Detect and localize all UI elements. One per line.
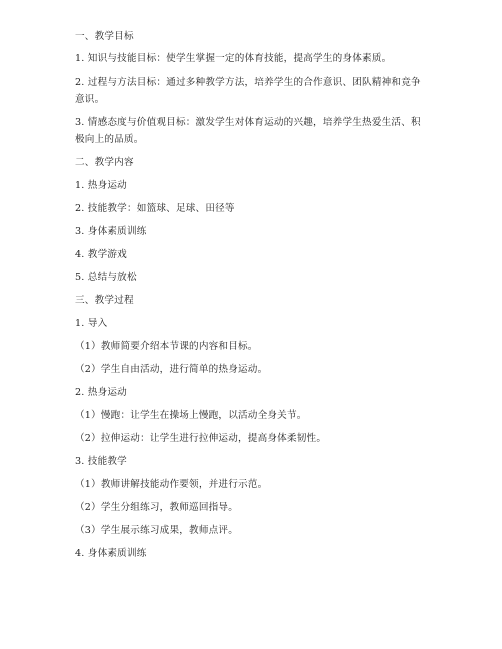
section-heading-objectives: 一、教学目标 (75, 31, 134, 42)
content-item-5: 5. 总结与放松 (75, 272, 137, 283)
process-line-1: 1. 导入 (75, 318, 108, 329)
objective-item-2-line-1: 2. 过程与方法目标：通过多种教学方法，培养学生的合作意识、团队精神和竞争 (75, 77, 421, 88)
process-line-8: （1）教师讲解技能动作要领，并进行示范。 (75, 479, 268, 490)
content-item-3: 3. 身体素质训练 (75, 226, 147, 237)
process-line-6: （2）拉伸运动：让学生进行拉伸运动，提高身体柔韧性。 (75, 433, 327, 444)
objective-item-2-line-2: 意识。 (75, 94, 105, 105)
process-line-2: （1）教师简要介绍本节课的内容和目标。 (75, 341, 258, 352)
content-item-2: 2. 技能教学：如篮球、足球、田径等 (75, 203, 235, 214)
content-item-1: 1. 热身运动 (75, 180, 127, 191)
process-line-10: （3）学生展示练习成果，教师点评。 (75, 525, 239, 536)
process-line-11: 4. 身体素质训练 (75, 548, 147, 559)
process-line-5: （1）慢跑：让学生在操场上慢跑，以活动全身关节。 (75, 410, 307, 421)
process-line-9: （2）学生分组练习，教师巡回指导。 (75, 502, 239, 513)
process-line-4: 2. 热身运动 (75, 387, 127, 398)
section-heading-content: 二、教学内容 (75, 157, 134, 168)
content-item-4: 4. 教学游戏 (75, 249, 127, 260)
objective-item-1: 1. 知识与技能目标：使学生掌握一定的体育技能，提高学生的身体素质。 (75, 53, 392, 64)
objective-item-3-line-2: 极向上的品质。 (75, 134, 144, 145)
objective-item-3-line-1: 3. 情感态度与价值观目标：激发学生对体育运动的兴趣，培养学生热爱生活、积 (75, 117, 421, 128)
process-line-3: （2）学生自由活动，进行简单的热身运动。 (75, 364, 268, 375)
process-line-7: 3. 技能教学 (75, 456, 127, 467)
section-heading-process: 三、教学过程 (75, 295, 134, 306)
